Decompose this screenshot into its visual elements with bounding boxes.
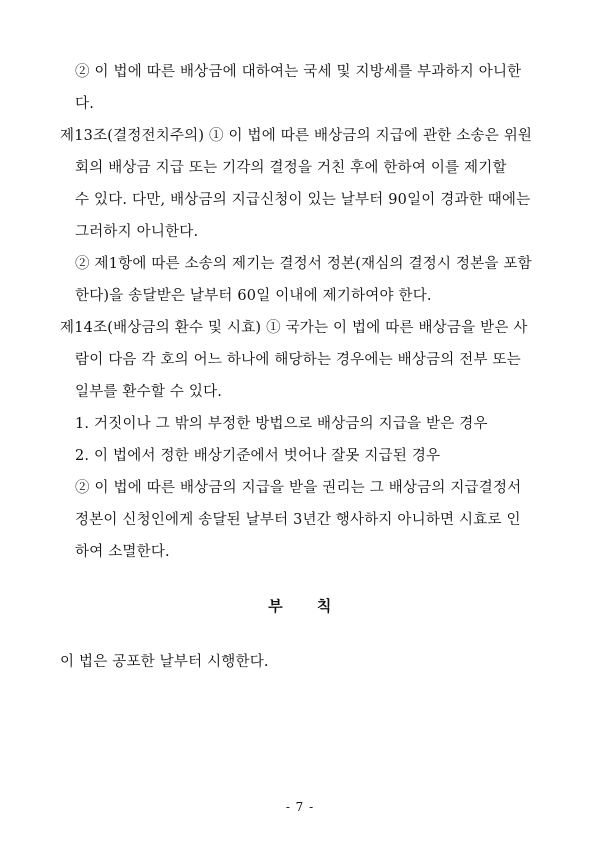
body-line: ② 이 법에 따른 배상금의 지급을 받을 권리는 그 배상금의 지급결정서 — [75, 480, 522, 496]
list-item-line: 1. 거짓이나 그 밖의 부정한 방법으로 배상금의 지급을 받은 경우 — [75, 416, 488, 432]
body-line: ② 이 법에 따른 배상금에 대하여는 국세 및 지방세를 부과하지 아니한 — [75, 64, 522, 80]
body-line: ② 제1항에 따른 소송의 제기는 결정서 정본(재심의 결정시 정본을 포함 — [75, 256, 532, 272]
body-line: 일부를 환수할 수 있다. — [75, 384, 223, 400]
addendum-heading: 부 칙 — [268, 597, 332, 615]
body-line: 람이 다음 각 호의 어느 하나에 해당하는 경우에는 배상금의 전부 또는 — [75, 352, 521, 368]
body-line: 수 있다. 다만, 배상금의 지급신청이 있는 날부터 90일이 경과한 때에는 — [75, 192, 531, 208]
list-item-line: 2. 이 법에서 정한 배상기준에서 벗어나 잘못 지급된 경우 — [75, 448, 441, 464]
body-line: 정본이 신청인에게 송달된 날부터 3년간 행사하지 아니하면 시효로 인 — [75, 512, 521, 528]
article-14-title-line: 제14조(배상금의 환수 및 시효) ① 국가는 이 법에 따른 배상금을 받은 사 — [60, 320, 528, 336]
body-line: 하여 소멸한다. — [75, 544, 170, 560]
addendum-text: 이 법은 공포한 날부터 시행한다. — [60, 654, 269, 670]
body-line: 한다)을 송달받은 날부터 60일 이내에 제기하여야 한다. — [75, 288, 432, 304]
page-number: - 7 - — [285, 800, 315, 814]
body-line: 회의 배상금 지급 또는 기각의 결정을 거친 후에 한하여 이를 제기할 — [75, 160, 507, 176]
article-13-title-line: 제13조(결정전치주의) ① 이 법에 따른 배상금의 지급에 관한 소송은 위원 — [60, 128, 533, 144]
body-line: 다. — [75, 96, 95, 112]
body-line: 그러하지 아니한다. — [75, 224, 199, 240]
